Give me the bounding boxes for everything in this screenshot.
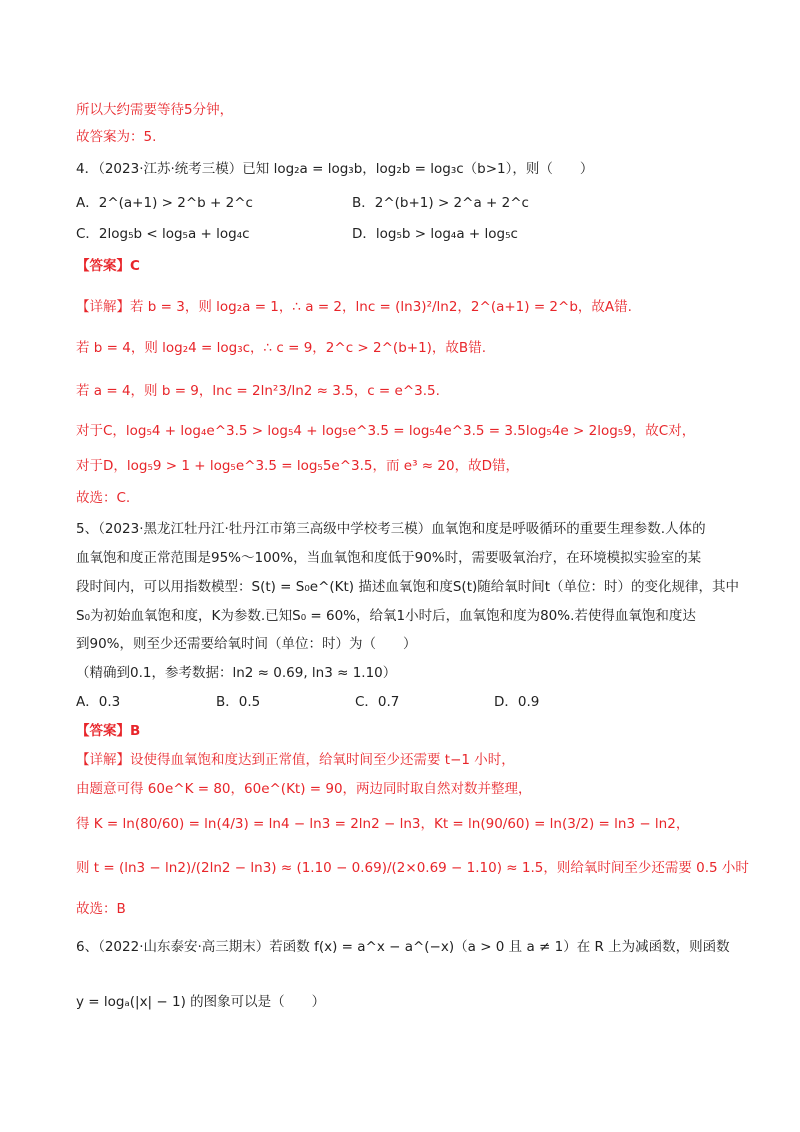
q6-stem-1: 6、（2022·山东泰安·高三期末）若函数 f(x) = a^x − a^(−x)（a > 0 且 a ≠ 1）在 R 上为减函数，则函数 (76, 939, 730, 955)
q5-stem-2: 血氧饱和度正常范围是95%～100%，当血氧饱和度低于90%时，需要吸氧治疗，在环境模拟实验室的某 (76, 550, 702, 566)
q4-answer: 【答案】C (76, 258, 140, 274)
q5-option-d: D．0.9 (494, 694, 540, 710)
prev-answer: 故答案为：5. (76, 129, 157, 145)
q5-answer: 【答案】B (76, 723, 141, 739)
q5-detail-4: 则 t = (ln3 − ln2)/(2ln2 − ln3) ≈ (1.10 − 0.69)/(2×0.69 − 1.10) ≈ 1.5，则给氧时间至少还需要 0.5 小时 (76, 860, 749, 876)
q5-stem-6: （精确到0.1，参考数据：ln2 ≈ 0.69, ln3 ≈ 1.10） (76, 665, 397, 681)
q4-option-a: A．2^(a+1) > 2^b + 2^c (76, 195, 253, 211)
q6-stem-2: y = logₐ(|x| − 1) 的图象可以是（ ） (76, 994, 326, 1010)
q5-detail-1: 【详解】设使得血氧饱和度达到正常值，给氧时间至少还需要 t−1 小时， (76, 752, 515, 768)
q5-stem-4: S₀为初始血氧饱和度，K为参数.已知S₀ = 60%，给氧1小时后，血氧饱和度为80%.若使得血氧饱和度达 (76, 608, 696, 624)
q5-option-c: C．0.7 (355, 694, 400, 710)
q4-detail-5: 对于D，log₅9 > 1 + log₅e^3.5 = log₅5e^3.5，而 e³ ≈ 20，故D错， (76, 458, 519, 474)
q4-option-b: B．2^(b+1) > 2^a + 2^c (352, 195, 529, 211)
q4-detail-1: 【详解】若 b = 3，则 log₂a = 1，∴ a = 2，lnc = (ln3)²/ln2，2^(a+1) = 2^b，故A错. (76, 299, 632, 315)
q5-option-a: A．0.3 (76, 694, 121, 710)
q4-detail-2: 若 b = 4，则 log₂4 = log₃c，∴ c = 9，2^c > 2^(b+1)，故B错. (76, 340, 486, 356)
q5-detail-3: 得 K = ln(80/60) = ln(4/3) = ln4 − ln3 = 2ln2 − ln3，Kt = ln(90/60) = ln(3/2) = ln3 − ln2， (76, 816, 690, 832)
q4-detail-6: 故选：C. (76, 490, 131, 506)
q5-option-b: B．0.5 (216, 694, 261, 710)
q4-stem: 4．（2023·江苏·统考三模）已知 log₂a = log₃b，log₂b = log₃c（b>1），则（ ） (76, 161, 594, 177)
q4-option-c: C．2log₅b < log₅a + log₄c (76, 226, 250, 242)
q5-detail-2: 由题意可得 60e^K = 80，60e^(Kt) = 90，两边同时取自然对数并整理， (76, 781, 532, 797)
q5-stem-3: 段时间内，可以用指数模型：S(t) = S₀e^(Kt) 描述血氧饱和度S(t)随给氧时间t（单位：时）的变化规律，其中 (76, 579, 740, 595)
q5-stem-1: 5、（2023·黑龙江牡丹江·牡丹江市第三高级中学校考三模）血氧饱和度是呼吸循环的重要生理参数.人体的 (76, 521, 706, 537)
q4-detail-4: 对于C，log₅4 + log₄e^3.5 > log₅4 + log₅e^3.5 = log₅4e^3.5 = 3.5log₅4e > 2log₅9，故C对， (76, 423, 696, 439)
prev-conclusion: 所以大约需要等待5分钟， (76, 102, 234, 118)
q4-detail-3: 若 a = 4，则 b = 9，lnc = 2ln²3/ln2 ≈ 3.5，c = e^3.5. (76, 383, 440, 399)
q4-option-d: D．log₅b > log₄a + log₅c (352, 226, 518, 242)
q5-detail-5: 故选：B (76, 901, 126, 917)
q5-stem-5: 到90%，则至少还需要给氧时间（单位：时）为（ ） (76, 636, 417, 652)
